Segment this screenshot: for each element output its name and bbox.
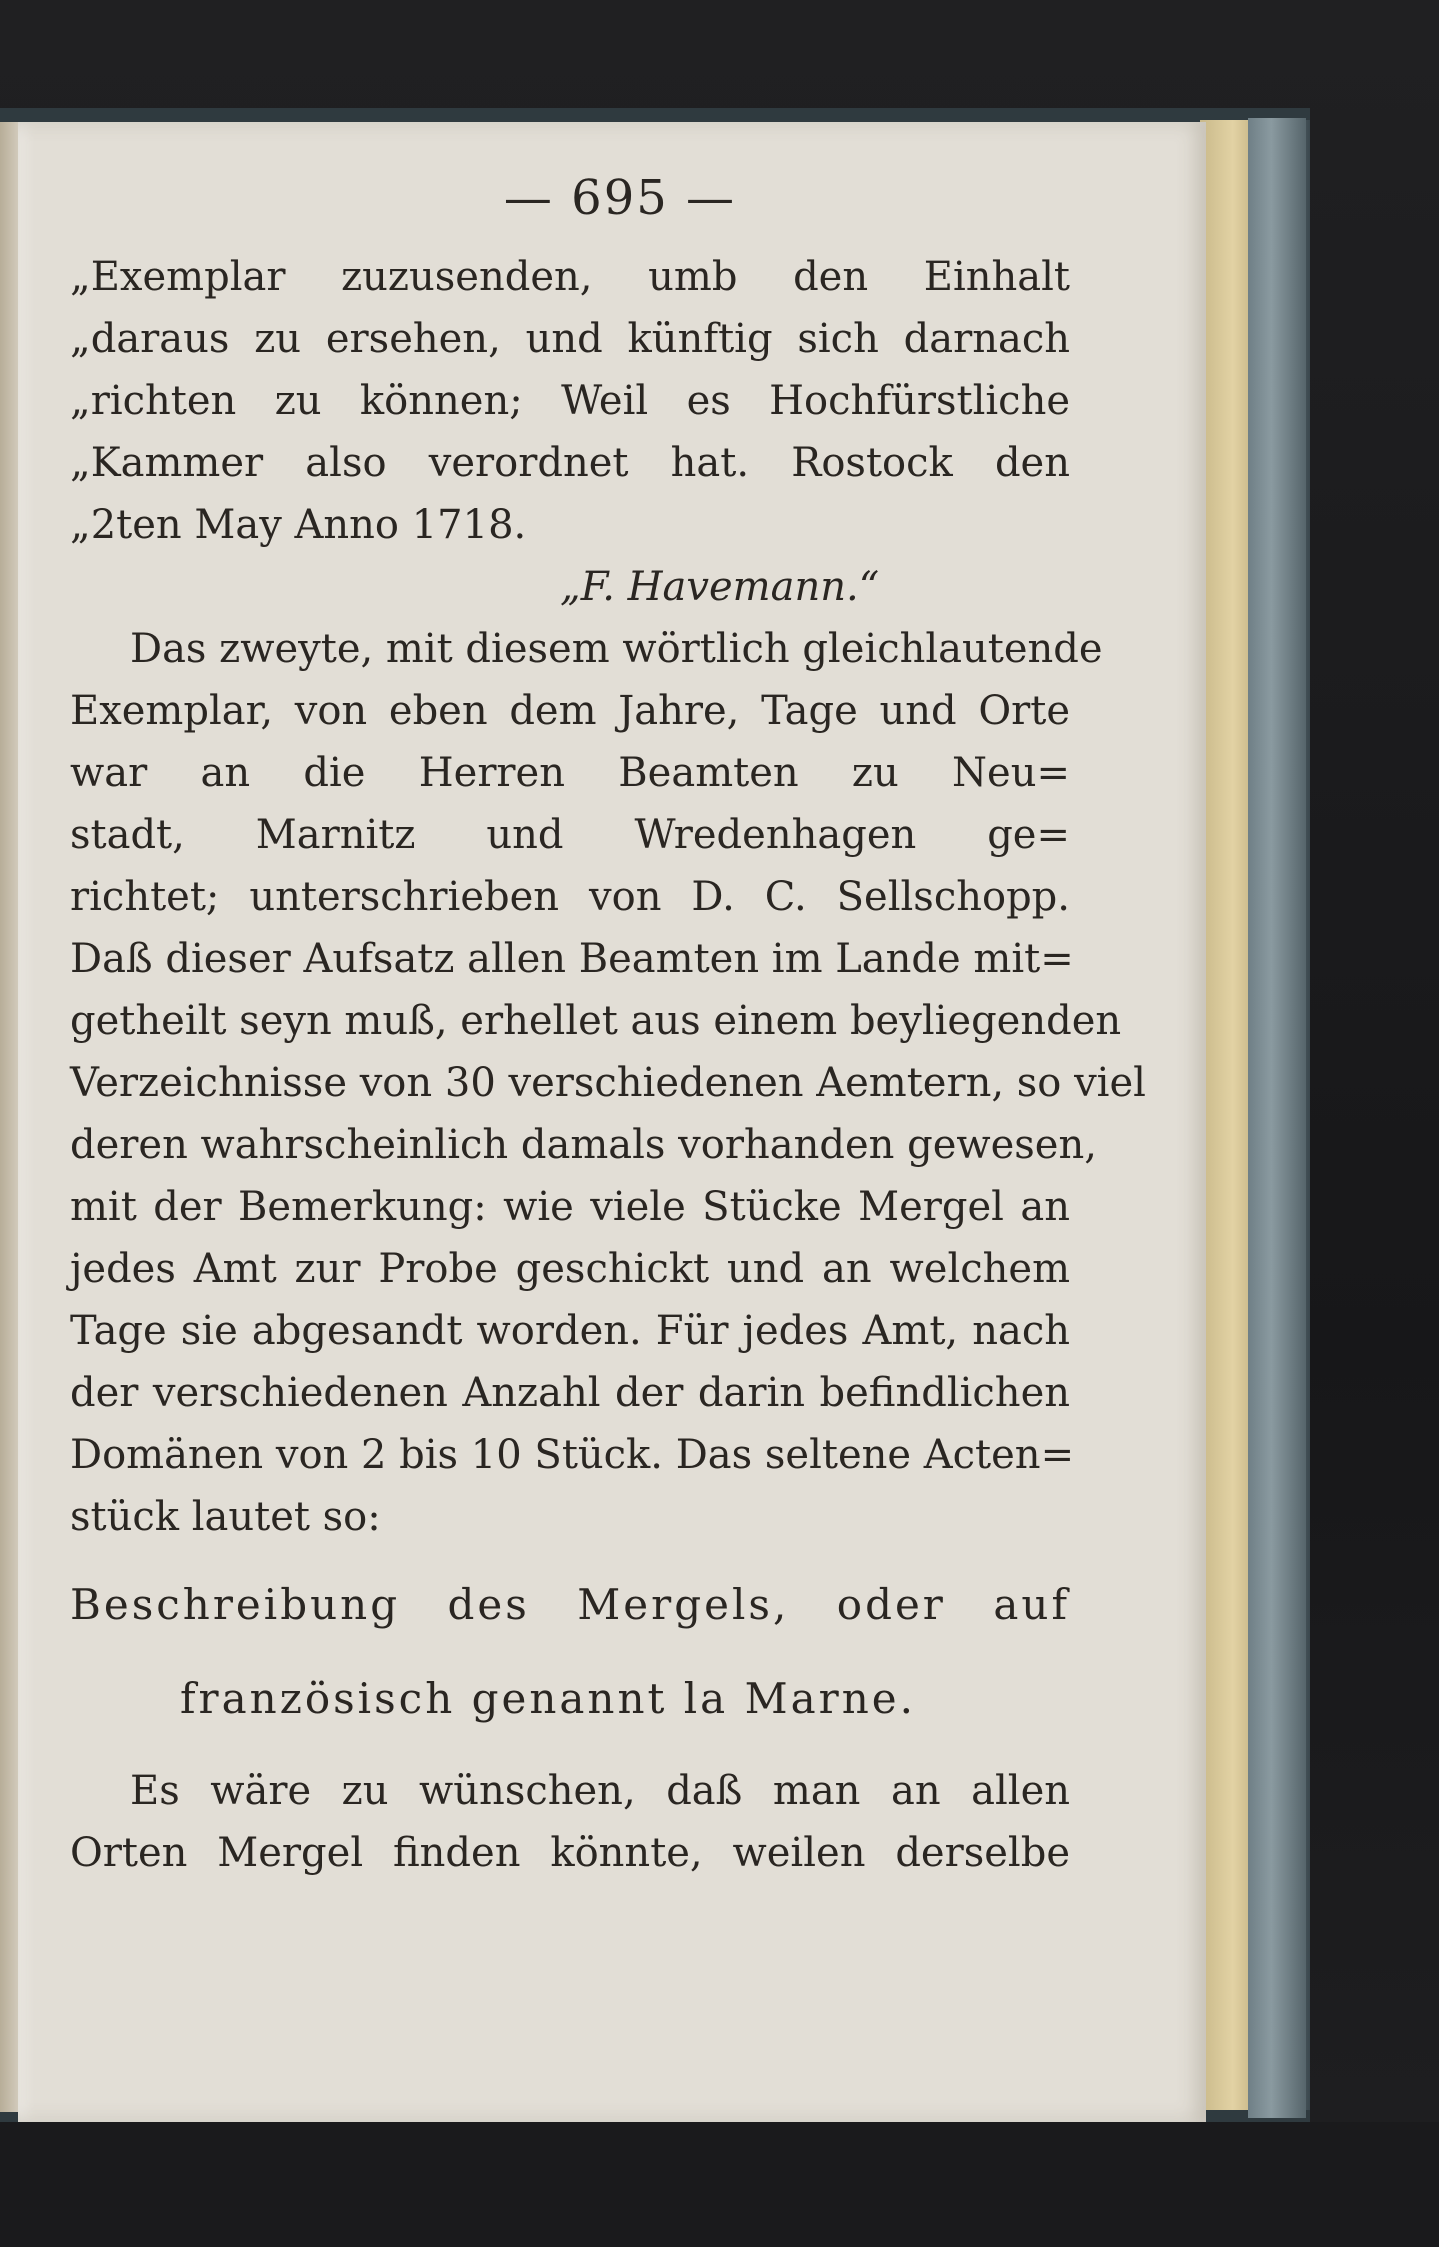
text-line: deren wahrscheinlich damals vorhanden gewesen, [70, 1122, 1097, 1168]
book-spine [1248, 118, 1306, 2118]
spacer [70, 1736, 1070, 1760]
text-line: Das zweyte, mit diesem wörtlich gleichlautende [130, 626, 1103, 672]
text-line: richtet; unterschrieben von D. C. Sellschopp. [70, 874, 1070, 920]
text-line: war an die Herren Beamten zu Neu= [70, 750, 1070, 796]
page-text [70, 170, 1146, 1884]
text-line: „richten zu können; Weil es Hochfürstliche [70, 378, 1070, 424]
text-line: mit der Bemerkung: wie viele Stücke Mergel an [70, 1184, 1070, 1230]
text-line: stadt, Marnitz und Wredenhagen ge= [70, 812, 1070, 858]
text-line: getheilt seyn muß, erhellet aus einem beyliegenden [70, 998, 1122, 1044]
text-line: Domänen von 2 bis 10 Stück. Das seltene Acten= [70, 1432, 1075, 1478]
text-line: „Kammer also verordnet hat. Rostock den [70, 440, 1070, 486]
text-line: Es wäre zu wünschen, daß man an allen [130, 1768, 1070, 1814]
section-heading: Beschreibung des Mergels, oder auf [70, 1580, 1070, 1629]
text-line: Orten Mergel finden könnte, weilen derselbe [70, 1830, 1070, 1876]
text-line: „daraus zu ersehen, und künftig sich darnach [70, 316, 1070, 362]
signature-line: „F. Havemann.“ [560, 564, 880, 610]
text-line: Verzeichnisse von 30 verschiedenen Aemtern, so viel [70, 1060, 1146, 1106]
text-line: stück lautet so: [70, 1494, 381, 1540]
page-number: — 695 — [503, 170, 737, 226]
text-line: Exemplar, von eben dem Jahre, Tage und Orte [70, 688, 1070, 734]
table-surface [0, 2122, 1439, 2247]
section-heading: französisch genannt la Marne. [180, 1674, 916, 1723]
text-line: „2ten May Anno 1718. [70, 502, 527, 548]
text-line: Daß dieser Aufsatz allen Beamten im Lande mit= [70, 936, 1074, 982]
text-line: jedes Amt zur Probe geschickt und an welchem [70, 1246, 1070, 1292]
text-line: der verschiedenen Anzahl der darin befindlichen [70, 1370, 1070, 1416]
text-line: „Exemplar zuzusenden, umb den Einhalt [70, 254, 1070, 300]
text-line: Tage sie abgesandt worden. Für jedes Amt, nach [70, 1308, 1070, 1354]
